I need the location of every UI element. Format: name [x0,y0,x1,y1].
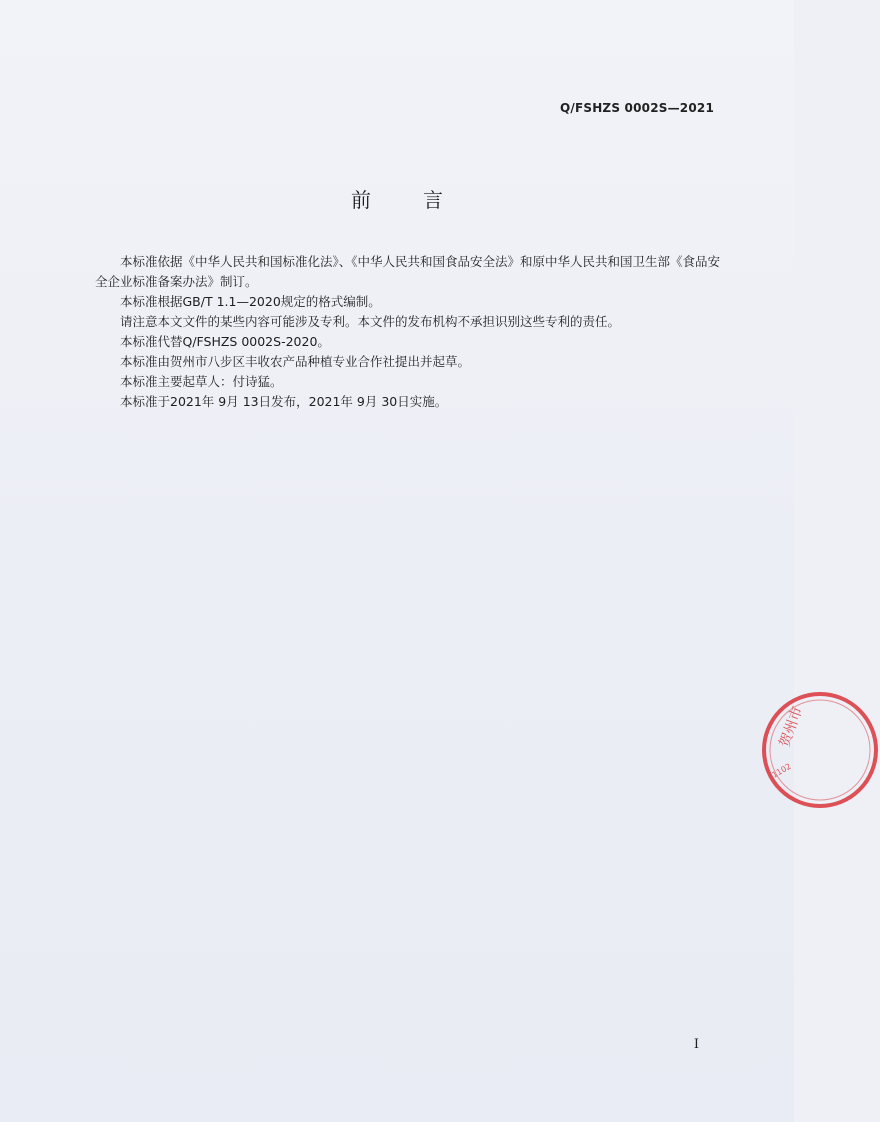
official-seal-stamp [760,690,880,810]
paragraph-replaces: 本标准代替Q/FSHZS 0002S-2020。 [120,334,330,349]
page-title [0,184,794,213]
paragraph-basis: 本标准依据《中华人民共和国标准化法》、《中华人民共和国食品安全法》和原中华人民共和国卫生部《食品安全企业标准备案办法》制订。 [95,254,721,289]
title-char-2: 言 [423,188,443,212]
title-char-1: 前 [351,188,371,212]
document-code: Q/FSHZS 0002S—2021 [559,101,714,115]
paragraph-drafter-org: 本标准由贺州市八步区丰收农产品种植专业合作社提出并起草。 [120,354,471,369]
svg-text:1102: 1102 [770,761,793,780]
preface-body [95,252,720,412]
paragraph-patent: 请注意本文文件的某些内容可能涉及专利。本文件的发布机构不承担识别这些专利的责任。 [120,314,621,329]
paragraph-dates: 本标准于2021年 9月 13日发布，2021年 9月 30日实施。 [120,394,448,409]
paragraph-format: 本标准根据GB/T 1.1—2020规定的格式编制。 [120,294,381,309]
svg-text:贺州市: 贺州市 [776,704,807,750]
paragraph-drafter-person: 本标准主要起草人：付诗猛。 [120,374,283,389]
page-number: I [693,1037,699,1052]
